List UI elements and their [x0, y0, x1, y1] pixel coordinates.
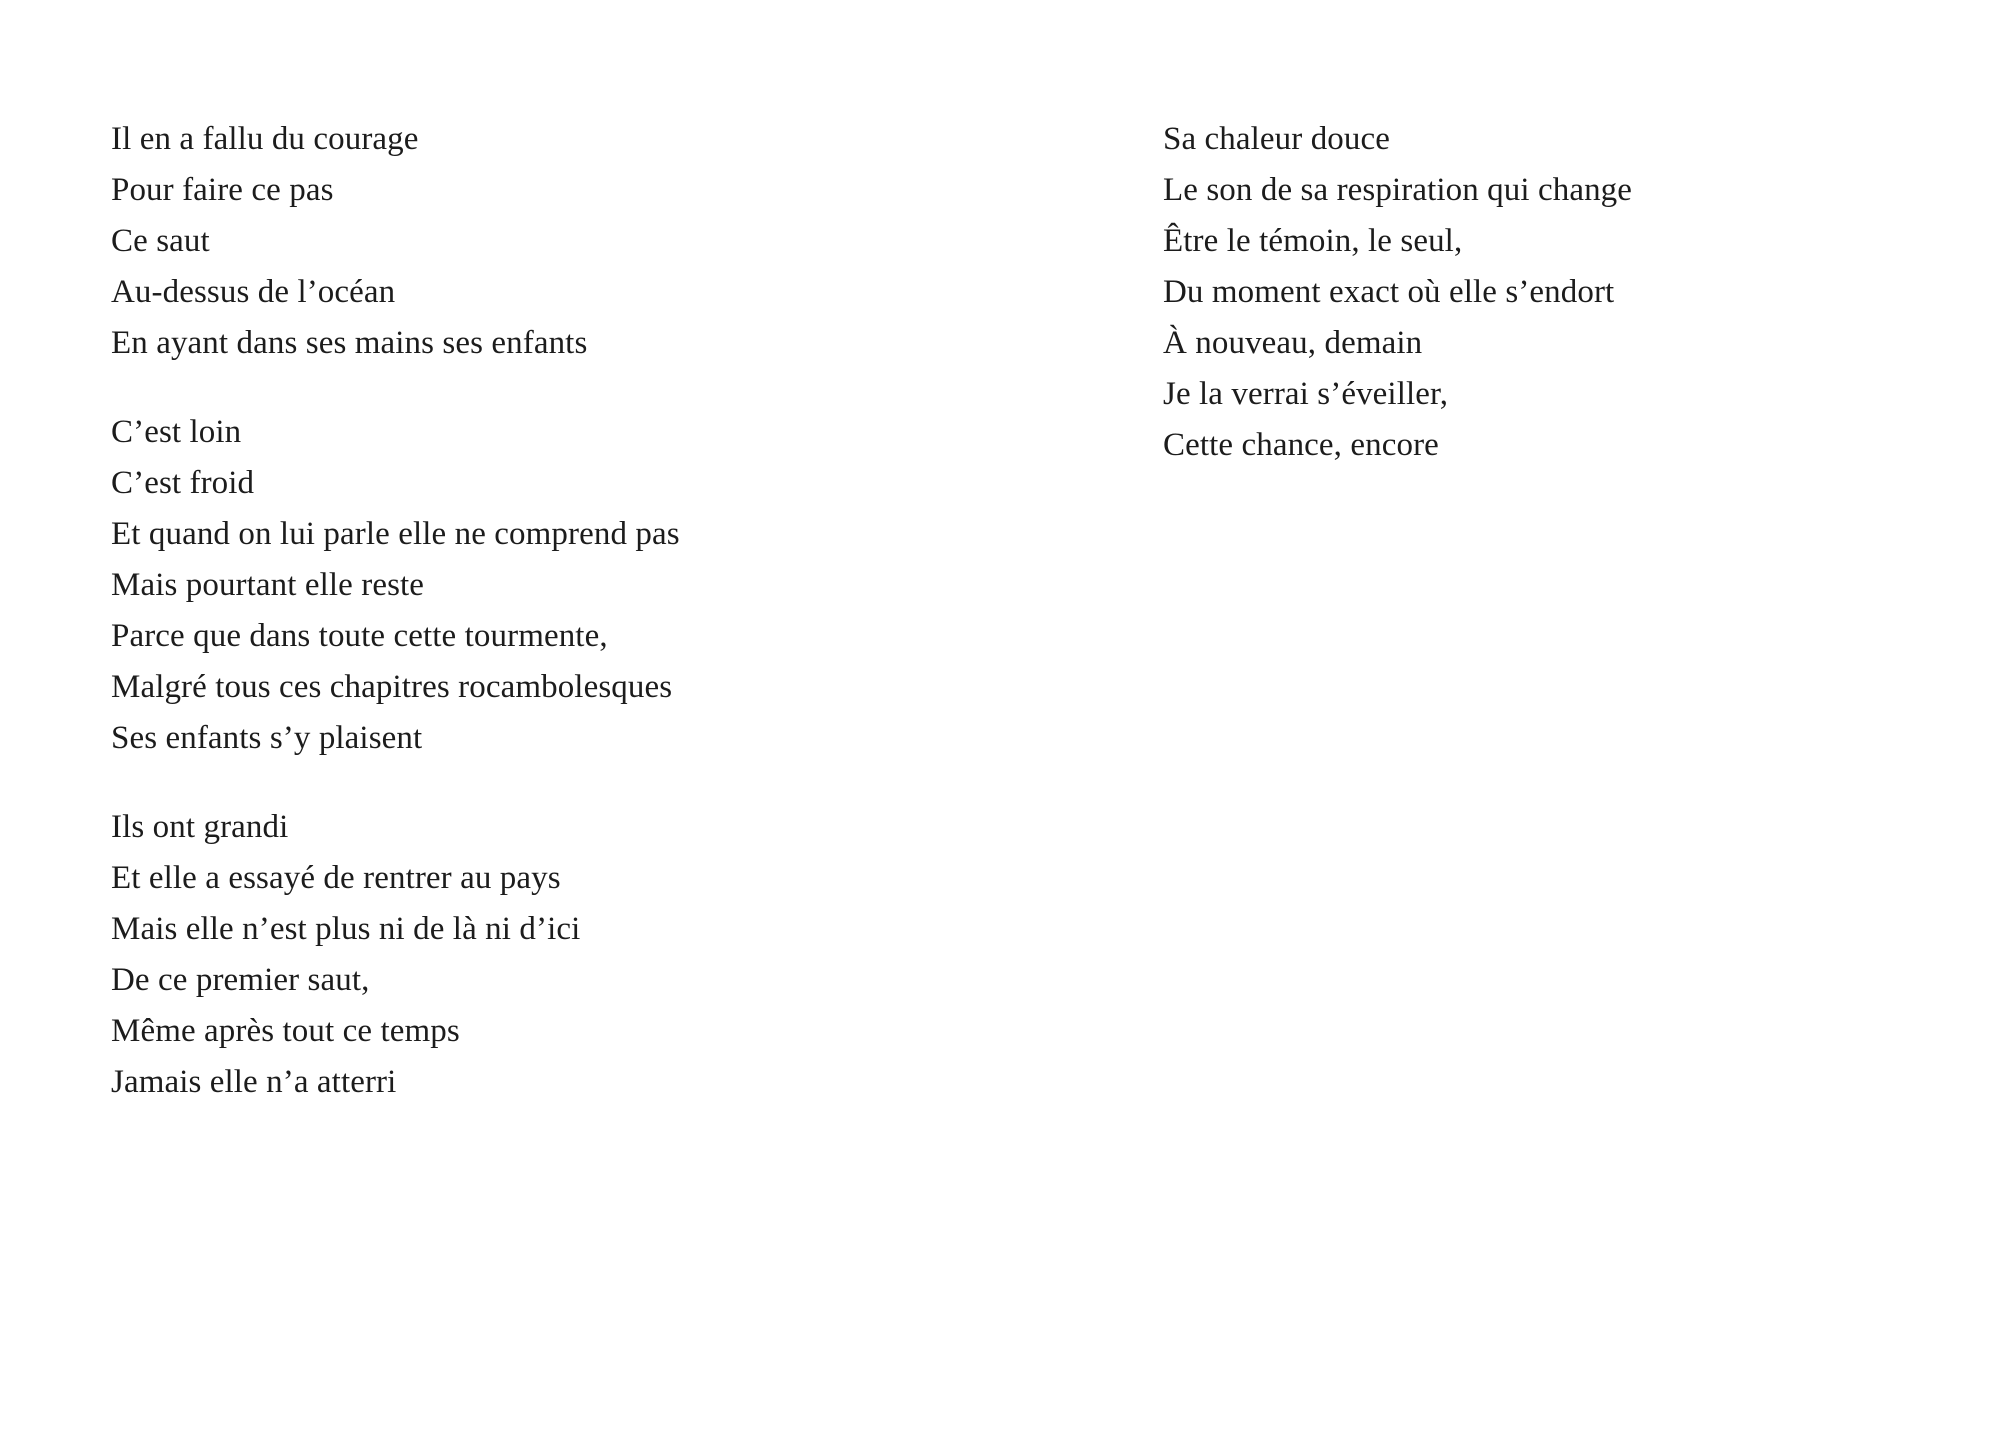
right-column [1163, 114, 1963, 509]
poem-line: Au-dessus de l’océan [111, 274, 396, 310]
poem-line: Du moment exact où elle s’endort [1163, 274, 1615, 310]
poem-line: En ayant dans ses mains ses enfants [111, 325, 588, 361]
poem-line: Sa chaleur douce [1163, 121, 1390, 157]
poem-line: Et elle a essayé de rentrer au pays [111, 860, 561, 896]
poem-line: Ce saut [111, 223, 210, 259]
poem-line: Pour faire ce pas [111, 172, 334, 208]
left-column [111, 114, 1011, 1146]
poem-line: Parce que dans toute cette tourmente, [111, 618, 608, 654]
poem-line: Ses enfants s’y plaisent [111, 720, 423, 756]
poem-line: Même après tout ce temps [111, 1013, 460, 1049]
poem-line: Mais pourtant elle reste [111, 567, 425, 603]
poem-line: À nouveau, demain [1163, 325, 1423, 361]
poem-line: Jamais elle n’a atterri [111, 1064, 397, 1100]
poem-line: C’est froid [111, 465, 255, 501]
poem-line: Cette chance, encore [1163, 427, 1439, 463]
poem-line: Ils ont grandi [111, 809, 289, 845]
poem-line: Je la verrai s’éveiller, [1163, 376, 1449, 412]
poem-line: C’est loin [111, 414, 242, 450]
poem-line: Il en a fallu du courage [111, 121, 419, 157]
poem-line: De ce premier saut, [111, 962, 370, 998]
poem-line: Être le témoin, le seul, [1163, 223, 1463, 259]
poem-line: Mais elle n’est plus ni de là ni d’ici [111, 911, 581, 947]
poem-line: Et quand on lui parle elle ne comprend pas [111, 516, 680, 552]
stanza-3 [111, 802, 1011, 1108]
stanza-2 [111, 407, 1011, 764]
poem-line: Le son de sa respiration qui change [1163, 172, 1633, 208]
stanza-1 [111, 114, 1011, 369]
stanza-4 [1163, 114, 1963, 471]
poem-line: Malgré tous ces chapitres rocambolesques [111, 669, 673, 705]
